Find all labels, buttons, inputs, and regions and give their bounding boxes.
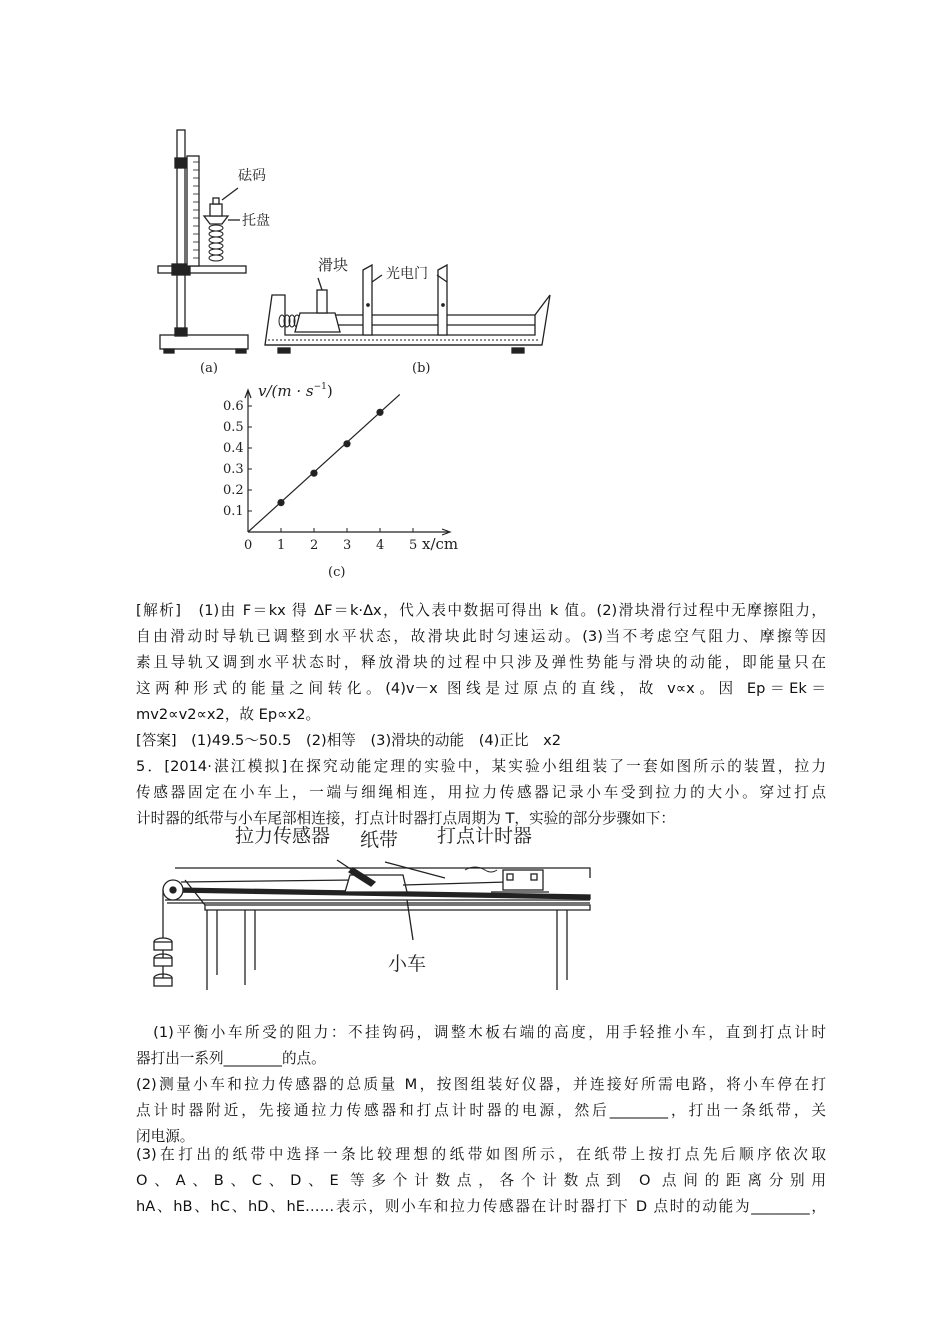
y-tick-label: 0.2 [223, 483, 244, 498]
spring-stand-diagram [158, 130, 248, 353]
data-point [277, 499, 284, 506]
problem-line: 5．[2014·湛江模拟]在探究动能定理的实验中，某实验小组组装了一套如图所示的装置，拉力 [136, 758, 826, 775]
step-3 [136, 1142, 826, 1220]
label-slider: 滑块 [318, 256, 349, 274]
y-tick-label: 0.1 [223, 504, 244, 519]
analysis-block [136, 598, 826, 754]
velocity-displacement-chart [210, 378, 480, 583]
data-point [343, 440, 350, 447]
label-tray: 托盘 [242, 213, 270, 229]
label-b: (b) [412, 361, 431, 376]
analysis-line: 这两种形式的能量之间转化。(4)v－x 图线是过原点的直线，故 v∝x。因 Ep＝Ek＝ [136, 680, 826, 697]
x-tick-label: 1 [277, 538, 286, 553]
analysis-line: 素且导轨又调到水平状态时，释放滑块的过程中只涉及弹性势能与滑块的动能，即能量只在 [136, 654, 826, 671]
step-2 [136, 1072, 826, 1150]
step-line: (3)在打出的纸带中选择一条比较理想的纸带如图所示，在纸带上按打点先后顺序依次取 [136, 1146, 826, 1163]
data-point [310, 470, 317, 477]
problem-line: 计时器的纸带与小车尾部相连接，打点计时器打点周期为 T，实验的部分步骤如下： [136, 810, 675, 827]
label-cart: 小车 [388, 953, 427, 975]
step-line: 点计时器附近，先接通拉力传感器和打点计时器的电源，然后________，打出一条纸带，关 [136, 1102, 826, 1119]
dynamics-cart-figure [145, 820, 605, 1000]
answer-line: [答案] (1)49.5～50.5 (2)相等 (3)滑块的动能 (4)正比 x2 [136, 732, 562, 749]
label-weight: 砝码 [238, 168, 266, 184]
y-tick-label: 0.4 [223, 441, 244, 456]
y-tick-label: 0.5 [223, 420, 244, 435]
step-line: 器打出一系列________的点。 [136, 1050, 326, 1067]
step-line: (2)测量小车和拉力传感器的总质量 M，按图组装好仪器，并连接好所需电路，将小车停在打 [136, 1076, 826, 1093]
analysis-line: [解析] (1)由 F＝kx 得 ΔF＝k·Δx，代入表中数据可得出 k 值。(2)滑块滑行过程中无摩擦阻力， [136, 602, 826, 619]
fit-line [248, 394, 400, 532]
y-axis-label: $v/(m \cdot s^{-1})$ [258, 382, 333, 400]
label-force-sensor: 拉力传感器 [235, 825, 331, 847]
x-tick-label: 4 [376, 538, 385, 553]
step-line: (1)平衡小车所受的阻力：不挂钩码，调整木板右端的高度，用手轻推小车，直到打点计时 [136, 1024, 826, 1041]
x-tick-label: 2 [310, 538, 319, 553]
x-axis-label: x/cm [422, 535, 459, 553]
label-a: (a) [200, 361, 218, 376]
analysis-line: 自由滑动时导轨已调整到水平状态，故滑块此时匀速运动。(3)当不考虑空气阻力、摩擦等因 [136, 628, 826, 645]
step-line: 闭电源。 [136, 1128, 195, 1145]
y-tick-label: 0.6 [223, 399, 244, 414]
y-tick-label: 0.3 [223, 462, 244, 477]
analysis-line: mv2∝v2∝x2，故 Ep∝x2。 [136, 706, 321, 723]
chart-caption: (c) [328, 565, 346, 580]
label-paper-tape: 纸带 [360, 829, 399, 851]
label-gate: 光电门 [386, 266, 428, 282]
origin-label: 0 [244, 538, 253, 553]
label-ticker-timer: 打点计时器 [437, 825, 533, 847]
step-1 [136, 1020, 826, 1072]
problem-line: 传感器固定在小车上，一端与细绳相连，用拉力传感器记录小车受到拉力的大小。穿过打点 [136, 784, 826, 801]
apparatus-figure [150, 120, 570, 385]
x-tick-label: 5 [409, 538, 418, 553]
x-tick-label: 3 [343, 538, 352, 553]
step-line: hA、hB、hC、hD、hE……表示，则小车和拉力传感器在计时器打下 D 点时的动能为________， [136, 1198, 826, 1215]
step-line: O、A、B、C、D、E 等多个计数点，各个计数点到 O 点间的距离分别用 [136, 1172, 826, 1189]
data-point [376, 409, 383, 416]
